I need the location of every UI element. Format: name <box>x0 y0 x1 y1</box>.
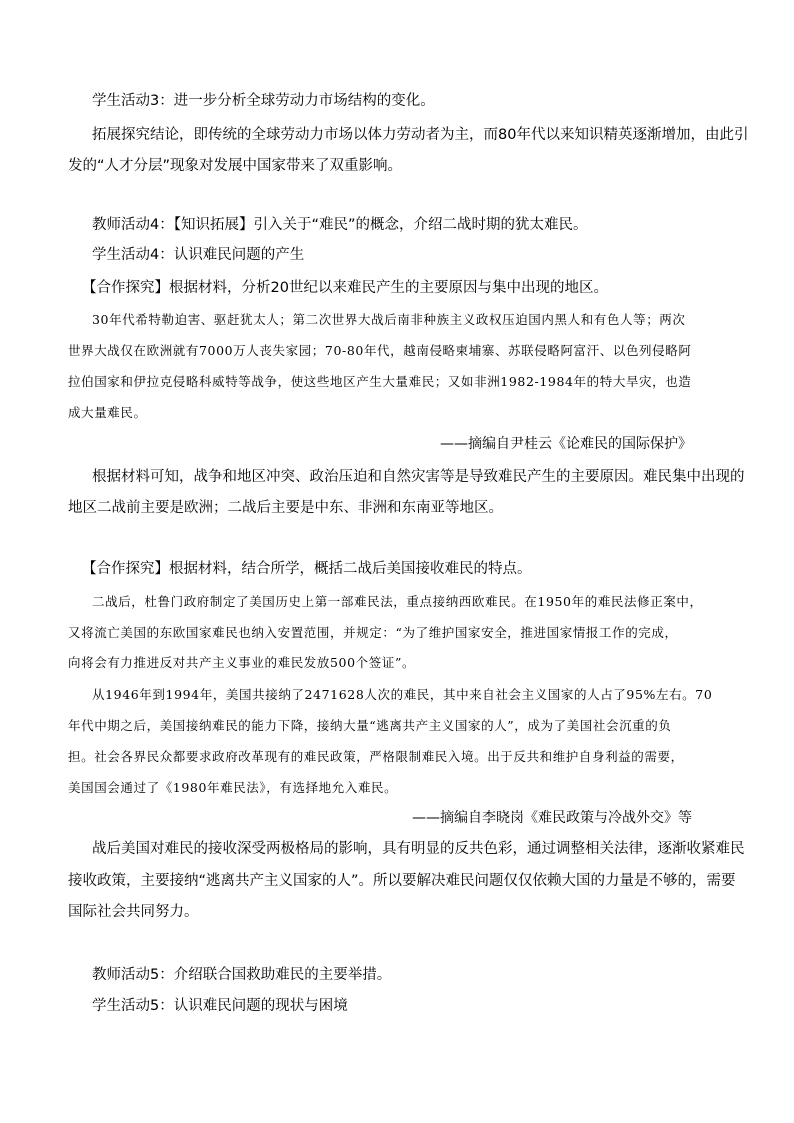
conclusion-3-line-1: 拓展探究结论，即传统的全球劳动力市场以体力劳动者为主，而80年代以来知识精英逐渐增加，由此引 <box>92 127 749 143</box>
cooperative-inquiry-2-prompt: 【合作探究】根据材料，结合所学，概括二战后美国接收难民的特点。 <box>82 561 532 577</box>
material-2b-line-2: 年代中期之后，美国接纳难民的能力下降，接纳大量“逃离共产主义国家的人”，成为了美国社会沉重的负 <box>68 718 672 733</box>
answer-2-line-3: 国际社会共同努力。 <box>68 904 199 920</box>
material-2b-line-1: 从1946年到1994年，美国共接纳了2471628人次的难民，其中来自社会主义国家的人占了95%左右。70 <box>92 687 713 702</box>
cooperative-inquiry-1-prompt: 【合作探究】根据材料，分析20世纪以来难民产生的主要原因与集中出现的地区。 <box>82 280 608 296</box>
material-1-line-4: 成大量难民。 <box>68 405 147 420</box>
teacher-activity-5: 教师活动5：介绍联合国救助难民的主要举措。 <box>92 967 392 983</box>
student-activity-5: 学生活动5：认识难民问题的现状与困境 <box>92 998 348 1014</box>
material-2a-line-1: 二战后，杜鲁门政府制定了美国历史上第一部难民法，重点接纳西欧难民。在1950年的难民法修正案中， <box>92 594 703 609</box>
material-2b-line-3: 担。社会各界民众都要求政府改革现有的难民政策，严格限制难民入境。出于反共和维护自身利益的需要， <box>68 749 684 764</box>
answer-1-line-1: 根据材料可知，战争和地区冲突、政治压迫和自然灾害等是导致难民产生的主要原因。难民集中出现的 <box>92 469 745 485</box>
material-1-source: ——摘编自尹桂云《论难民的国际保护》 <box>440 436 692 452</box>
material-1-line-1: 30年代希特勒迫害、驱赶犹太人；第二次世界大战后南非种族主义政权压迫国内黑人和有色人等；两次 <box>92 312 686 327</box>
conclusion-3-line-2: 发的“人才分层”现象对发展中国家带来了双重影响。 <box>68 158 403 174</box>
answer-2-line-1: 战后美国对难民的接收深受两极格局的影响，具有明显的反共色彩，通过调整相关法律，逐渐收紧难民 <box>92 841 745 857</box>
material-1-line-3: 拉伯国家和伊拉克侵略科威特等战争，使这些地区产生大量难民；又如非洲1982-1984年的特大旱灾，也造 <box>68 374 692 389</box>
student-activity-3: 学生活动3：进一步分析全球劳动力市场结构的变化。 <box>92 93 435 109</box>
material-2b-line-4: 美国国会通过了《1980年难民法》，有选择地允入难民。 <box>68 780 398 795</box>
material-2a-line-3: 向将会有力推进反对共产主义事业的难民发放500个签证”。 <box>68 655 416 670</box>
answer-2-line-2: 接收政策，主要接纳“逃离共产主义国家的人”。所以要解决难民问题仅仅依赖大国的力量是不够的，需要 <box>68 873 736 889</box>
student-activity-4: 学生活动4：认识难民问题的产生 <box>92 247 305 263</box>
material-1-line-2: 世界大战仅在欧洲就有7000万人丧失家园；70-80年代，越南侵略柬埔寨、苏联侵略阿富汗、以色列侵略阿 <box>68 343 692 358</box>
material-2a-line-2: 又将流亡美国的东欧国家难民也纳入安置范围，并规定：“为了维护国家安全，推进国家情报工作的完成， <box>68 625 678 640</box>
material-2-source: ——摘编自李晓岗《难民政策与冷战外交》等 <box>412 810 692 826</box>
teacher-activity-4: 教师活动4：【知识拓展】引入关于“难民”的概念，介绍二战时期的犹太难民。 <box>92 217 588 233</box>
answer-1-line-2: 地区二战前主要是欧洲；二战后主要是中东、非洲和东南亚等地区。 <box>68 500 503 516</box>
